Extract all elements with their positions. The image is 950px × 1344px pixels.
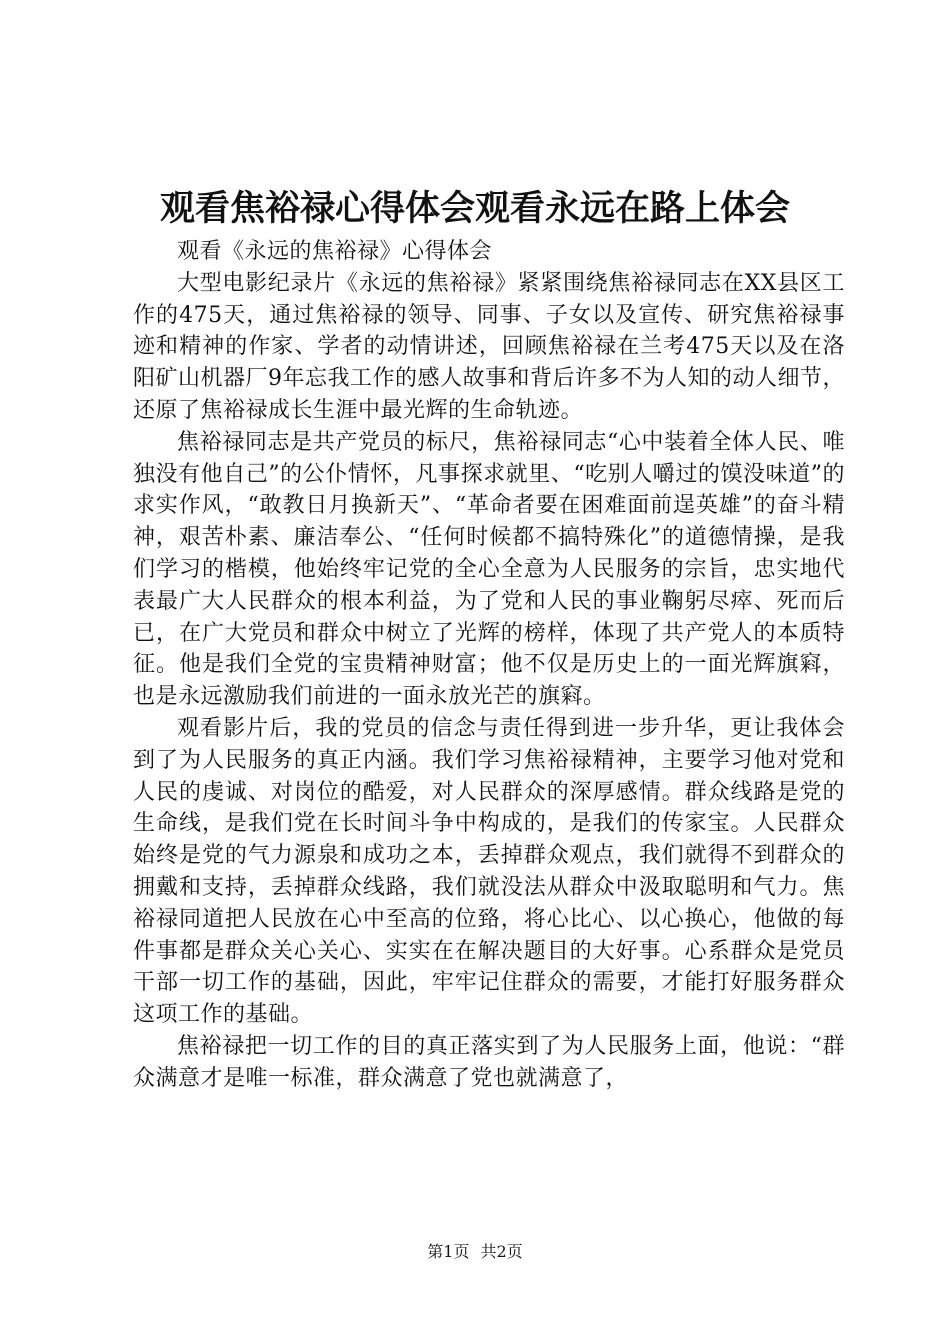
document-subtitle: 观看《永远的焦裕禄》心得体会 [177, 239, 493, 264]
body-paragraph: 大型电影纪录片《永远的焦裕禄》紧紧围绕焦裕禄同志在XX县区工作的475天，通过焦裕禄的领导、同事、子女以及宣传、研究焦裕禄事迹和精神的作家、学者的动情讲述，回顾焦裕禄在兰考475天以及在洛阳矿山机器厂9年忘我工作的感人故事和背后许多不为人知的动人细节，还原了焦裕禄成长生涯中最光辉的生命轨迹。 [133, 270, 845, 423]
body-paragraph: 焦裕禄同志是共产党员的标尺，焦裕禄同志“心中装着全体人民、唯独没有他自己”的公仆情怀，凡事探求就里、“吃别人嚼过的馍没味道”的求实作风，“敢教日月换新天”、“革命者要在困难面前逞英雄”的奋斗精神，艰苦朴素、廉洁奉公、“任何时候都不搞特殊化”的道德情操，是我们学习的楷模，他始终牢记党的全心全意为人民服务的宗旨，忠实地代表最广大人民群众的根本利益，为了党和人民的事业鞠躬尽瘁、死而后已，在广大党员和群众中树立了光辉的榜样，体现了共产党人的本质特征。他是我们全党的宝贵精神财富；他不仅是历史上的一面光辉旗窲，也是永远激励我们前进的一面永放光芒的旗窲。 [133, 429, 845, 710]
body-paragraph: 焦裕禄把一切工作的目的真正落实到了为人民服务上面，他说：“群众满意才是唯一标准，群众满意了党也就满意了， [133, 1033, 845, 1091]
page-number: 第1页 [427, 1242, 470, 1261]
document-title: 观看焦裕禄心得体会观看永远在路上体会 [159, 188, 790, 229]
page-total: 共2页 [480, 1242, 523, 1261]
page-footer [0, 1241, 950, 1263]
body-paragraph: 观看影片后，我的党员的信念与责任得到进一步升华，更让我体会到了为人民服务的真正内涵。我们学习焦裕禄精神，主要学习他对党和人民的虔诚、对岗位的酷爱，对人民群众的深厚感情。群众线路是党的生命线，是我们党在长时间斗争中构成的，是我们的传家宝。人民群众始终是党的气力源泉和成功之本，丢掉群众观点，我们就得不到群众的拥戴和支持，丢掉群众线路，我们就没法从群众中汲取聪明和气力。焦裕禄同道把人民放在心中至高的位臵，将心比心、以心换心，他做的每件事都是群众关心关心、实实在在解决题目的大好事。心系群众是党员干部一切工作的基础，因此，牢牢记住群众的需要，才能打好服务群众这项工作的基础。 [133, 715, 845, 1028]
document-body [133, 236, 845, 1095]
